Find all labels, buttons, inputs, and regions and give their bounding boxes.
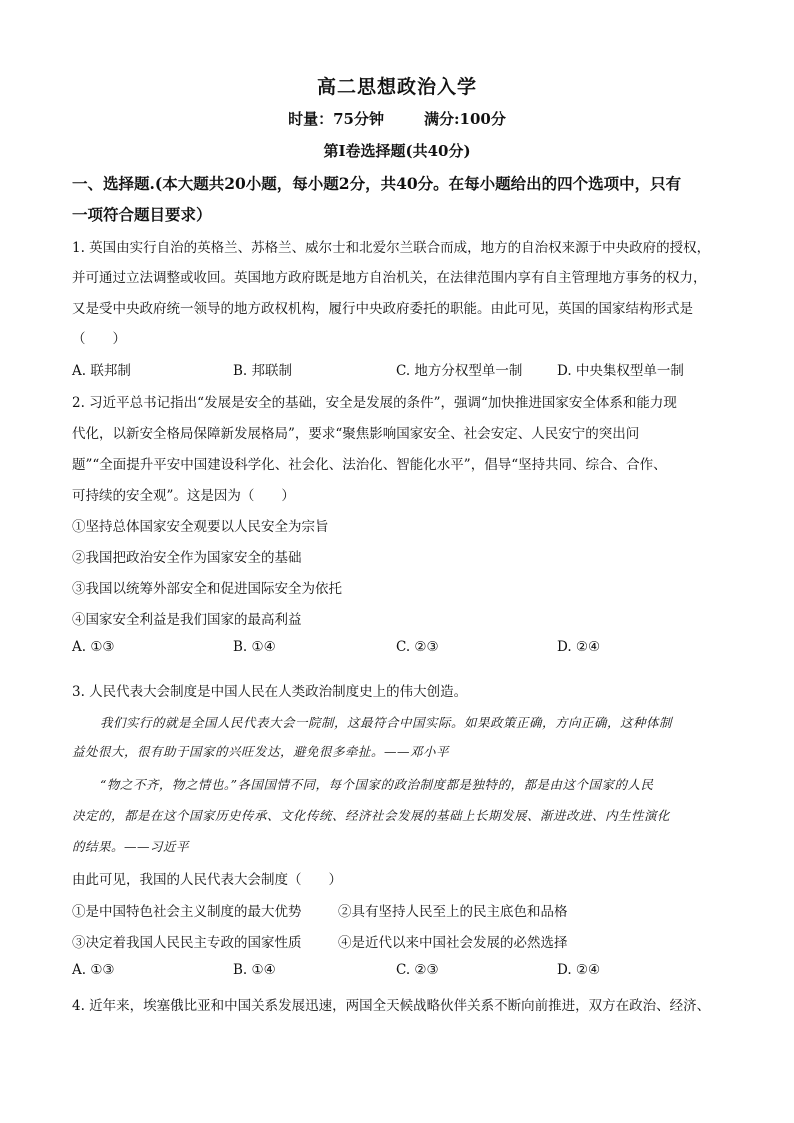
full-score: 满分:100分 (424, 110, 506, 128)
question-line: 4. 近年来，埃塞俄比亚和中国关系发展迅速，两国全天候战略伙伴关系不断向前推进，双方在政治、经济、 (72, 998, 711, 1014)
section-heading-cont: 一项符合题目要求） (72, 205, 212, 224)
statement: ①是中国特色社会主义制度的最大优势 (72, 904, 302, 920)
exam-title: 高二思想政治入学 (316, 76, 477, 98)
statement: ③决定着我国人民民主专政的国家性质 (72, 935, 302, 951)
question-line: 3. 人民代表大会制度是中国人民在人类政治制度史上的伟大创造。 (72, 684, 468, 700)
option-b: B. ①④ (233, 962, 276, 978)
quote-deng: 我们实行的就是全国人民代表大会一院制，这最符合中国实际。如果政策正确，方向正确，这种体制 (100, 715, 673, 730)
quote-xi: “物之不齐，物之情也。”各国国情不同，每个国家的政治制度都是独特的，都是由这个国家的人民 (100, 777, 654, 792)
time-limit: 时量：75分钟 (288, 110, 384, 128)
question-line: 1. 英国由实行自治的英格兰、苏格兰、威尔士和北爱尔兰联合而成，地方的自治权来源于中央政府的授权， (72, 240, 711, 256)
statement: ③我国以统筹外部安全和促进国际安全为依托 (72, 581, 342, 597)
option-d: D. 中央集权型单一制 (557, 363, 684, 379)
statement: ②我国把政治安全作为国家安全的基础 (72, 550, 302, 566)
question-line: 题”“全面提升平安中国建设科学化、社会化、法治化、智能化水平”，倡导“坚持共同、综合、合作、 (72, 457, 667, 473)
quote-xi-cont: 的结果。——习近平 (72, 839, 190, 854)
option-d: D. ②④ (557, 962, 601, 978)
answer-blank: （ ） (72, 331, 126, 347)
statement: ②具有坚持人民至上的民主底色和品格 (338, 904, 568, 920)
option-a: A. ①③ (72, 962, 115, 978)
question-line: 并可通过立法调整或收回。英国地方政府既是地方自治机关，在法律范围内享有自主管理地方事务的权力， (72, 270, 707, 286)
exam-meta (0, 108, 794, 129)
option-b: B. 邦联制 (233, 363, 293, 379)
section-heading: 一、选择题.(本大题共20小题，每小题2分，共40分。在每小题给出的四个选项中，只有 (72, 174, 682, 193)
option-a: A. ①③ (72, 639, 115, 655)
statement: ④是近代以来中国社会发展的必然选择 (338, 935, 568, 951)
option-d: D. ②④ (557, 639, 601, 655)
quote-xi-cont: 决定的，都是在这个国家历史传承、文化传统、经济社会发展的基础上长期发展、渐进改进、内生性演化 (72, 808, 671, 823)
option-c: C. ②③ (396, 639, 439, 655)
option-b: B. ①④ (233, 639, 276, 655)
question-line: 可持续的安全观”。这是因为（ ） (72, 488, 295, 504)
quote-deng-cont: 益处很大，很有助于国家的兴旺发达，避免很多牵扯。——邓小平 (72, 744, 450, 759)
question-line: 代化，以新安全格局保障新发展格局”，要求“聚焦影响国家安全、社会安定、人民安宁的突出问 (72, 426, 640, 442)
statement: ④国家安全利益是我们国家的最高利益 (72, 612, 302, 628)
question-line: 由此可见，我国的人民代表大会制度（ ） (72, 872, 342, 888)
option-c: C. 地方分权型单一制 (396, 363, 523, 379)
option-c: C. ②③ (396, 962, 439, 978)
question-line: 又是受中央政府统一领导的地方政权机构，履行中央政府委托的职能。由此可见，英国的国家结构形式是 (72, 301, 693, 317)
question-line: 2. 习近平总书记指出“发展是安全的基础，安全是发展的条件”，强调“加快推进国家安全体系和能力现 (72, 395, 677, 411)
option-a: A. 联邦制 (72, 363, 131, 379)
volume-title: 第Ⅰ卷选择题(共40分) (323, 142, 471, 160)
statement: ①坚持总体国家安全观要以人民安全为宗旨 (72, 519, 329, 535)
